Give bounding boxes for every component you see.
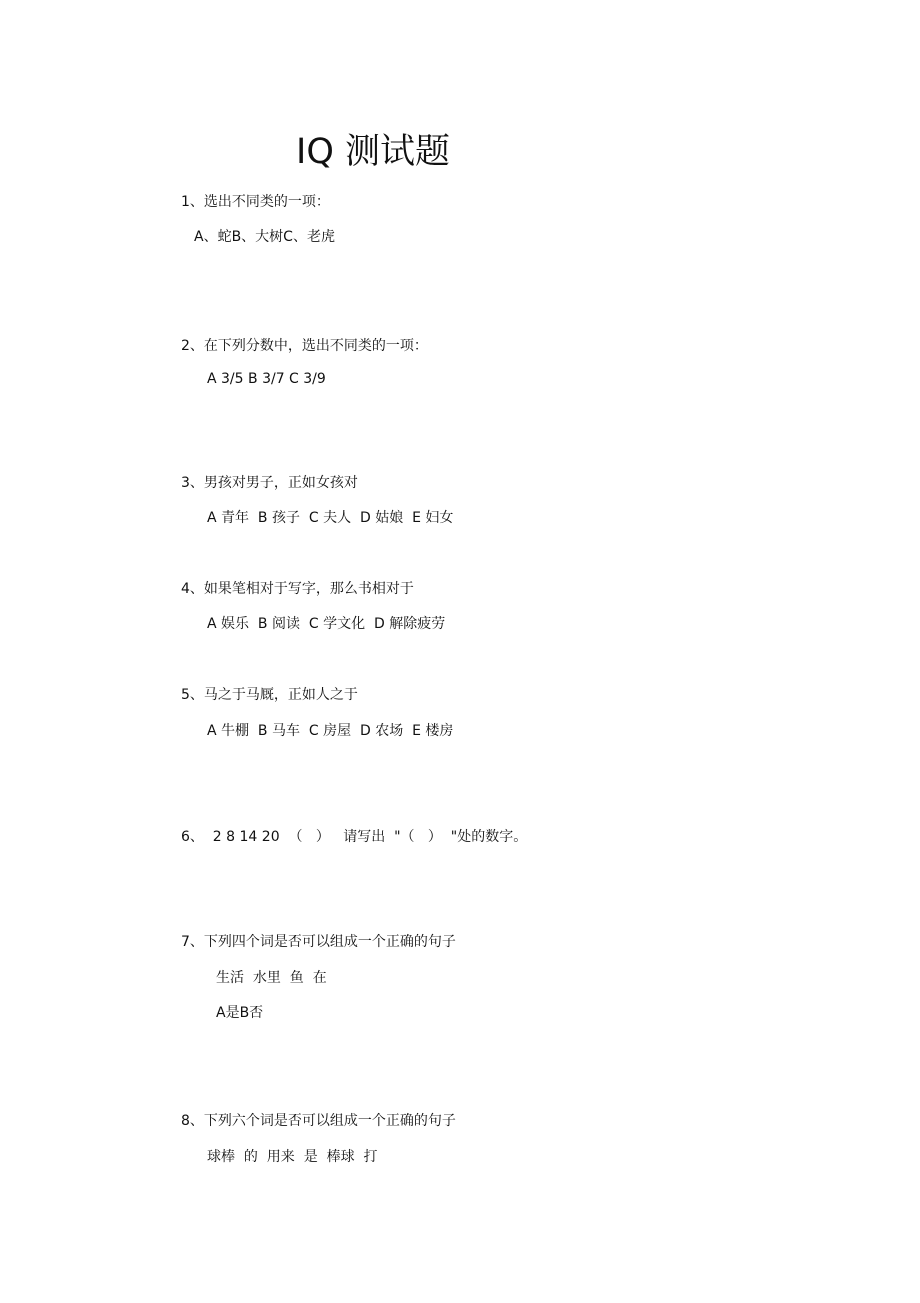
question-8-words: 球棒 的 用来 是 棒球 打 [207, 1149, 378, 1165]
question-8-prompt: 8、下列六个词是否可以组成一个正确的句子 [181, 1113, 456, 1129]
question-1-prompt: 1、选出不同类的一项： [181, 194, 330, 210]
question-6-prompt: 6、 2 8 14 20 （ ） 请写出 "（ ） "处的数字。 [181, 829, 528, 845]
question-4-options: A 娱乐 B 阅读 C 学文化 D 解除疲劳 [207, 616, 446, 632]
question-4-prompt: 4、如果笔相对于写字，那么书相对于 [181, 581, 414, 597]
question-7-words: 生活 水里 鱼 在 [216, 970, 327, 986]
question-3-prompt: 3、男孩对男子，正如女孩对 [181, 475, 358, 491]
question-2-options: A 3/5 B 3/7 C 3/9 [207, 371, 326, 387]
question-2-prompt: 2、在下列分数中，选出不同类的一项： [181, 338, 428, 354]
question-5-prompt: 5、马之于马厩，正如人之于 [181, 687, 358, 703]
question-7-options: A是B否 [216, 1005, 264, 1021]
question-3-options: A 青年 B 孩子 C 夫人 D 姑娘 E 妇女 [207, 510, 454, 526]
question-1-options: A、蛇B、大树C、老虎 [194, 229, 335, 245]
question-5-options: A 牛棚 B 马车 C 房屋 D 农场 E 楼房 [207, 723, 454, 739]
question-7-prompt: 7、下列四个词是否可以组成一个正确的句子 [181, 934, 456, 950]
page-title: IQ 测试题 [296, 132, 450, 172]
